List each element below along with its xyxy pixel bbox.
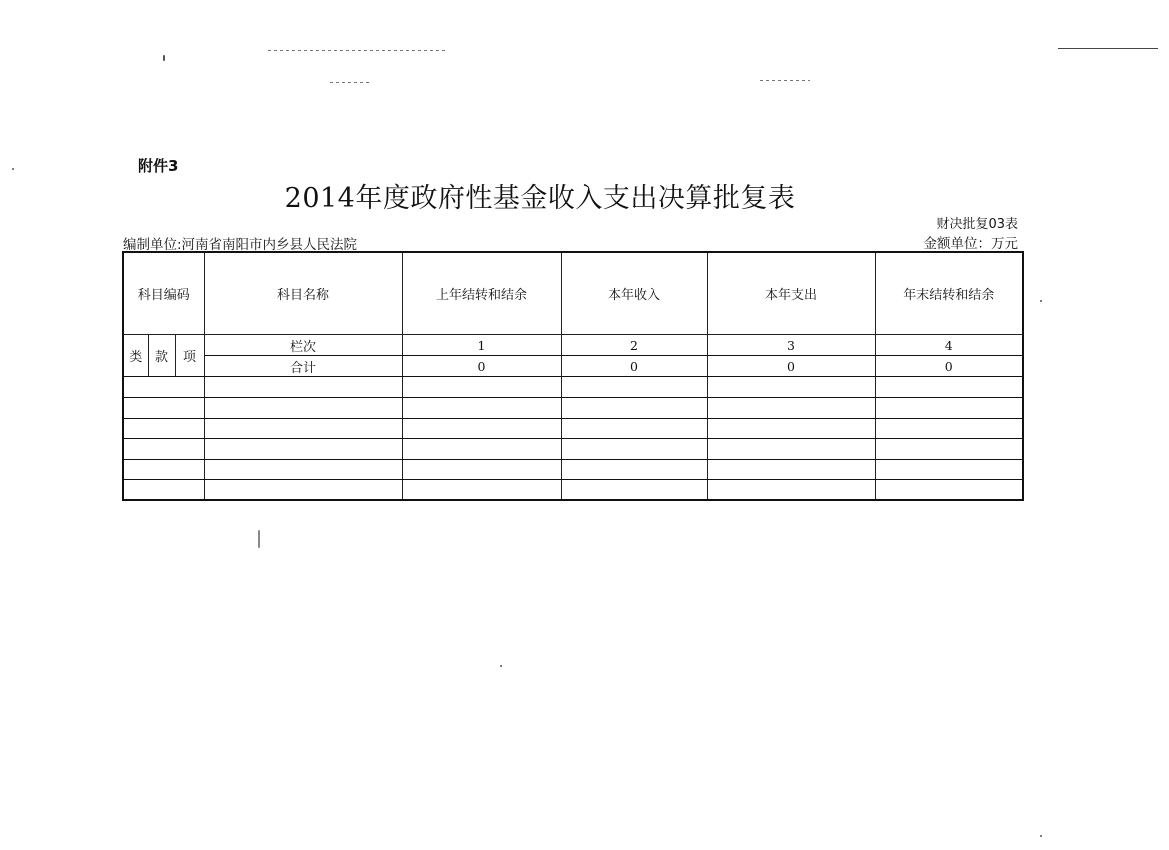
table-cell [707,377,875,398]
table-cell [561,460,707,480]
table-cell [123,439,204,460]
scan-artifact [1040,835,1042,837]
table-cell [875,439,1023,460]
amount-unit: 金额单位：万元 [923,236,1018,252]
table-cell [561,439,707,460]
table-row-empty [123,398,1023,419]
table-cell [707,480,875,501]
table-cell [123,419,204,439]
header-subject-code: 科目编码 [123,252,204,335]
table-cell [707,398,875,419]
table-cell [204,439,402,460]
page-title: 2014年度政府性基金收入支出决算批复表 [284,183,796,214]
header-col-2: 本年收入 [561,252,707,335]
table-cell [123,377,204,398]
table-cell: 3 [707,335,875,356]
table-row-empty [123,439,1023,460]
scan-artifact [500,665,502,667]
table-cell: 0 [561,356,707,377]
scan-artifact [1058,48,1158,49]
scan-artifact [12,168,14,170]
table-row-index [123,335,1023,356]
table-row-empty [123,377,1023,398]
table-cell [561,480,707,501]
scan-artifact [760,80,810,81]
scan-artifact [258,530,260,548]
code-sub-section: 款 [148,335,175,377]
table-cell [707,460,875,480]
table-cell [402,419,561,439]
scan-artifact [163,55,165,61]
table-cell: 0 [402,356,561,377]
table-cell: 4 [875,335,1023,356]
row-label: 栏次 [204,335,402,356]
table-cell [402,460,561,480]
table-cell [402,398,561,419]
scan-artifact [1040,300,1042,302]
table-cell [875,377,1023,398]
table-cell [875,480,1023,501]
table-row-empty [123,460,1023,480]
row-label: 合计 [204,356,402,377]
table-cell [204,398,402,419]
code-sub-category: 类 [123,335,148,377]
scan-artifact [330,82,370,83]
attachment-label: 附件3 [138,157,179,175]
table-cell [123,460,204,480]
table-cell [204,377,402,398]
table-cell [123,398,204,419]
header-col-4: 年末结转和结余 [875,252,1023,335]
table-cell [875,460,1023,480]
table-cell [402,377,561,398]
table-cell [402,439,561,460]
table-cell: 0 [707,356,875,377]
header-col-3: 本年支出 [707,252,875,335]
table-cell [204,419,402,439]
table-cell [204,480,402,501]
table-cell: 0 [875,356,1023,377]
table-row-total [123,356,1023,377]
table-cell [875,419,1023,439]
code-sub-item: 项 [175,335,204,377]
table-cell [204,460,402,480]
fund-settlement-table [122,251,1024,501]
table-row-empty [123,480,1023,501]
table-cell: 1 [402,335,561,356]
table-cell [402,480,561,501]
table-cell [123,480,204,501]
header-col-1: 上年结转和结余 [402,252,561,335]
table-row-empty [123,419,1023,439]
table-cell [561,419,707,439]
table-cell [875,398,1023,419]
compiling-unit: 编制单位:河南省南阳市内乡县人民法院 [123,237,358,253]
table-cell [561,377,707,398]
table-header-row [123,252,1023,335]
form-code: 财决批复03表 [936,217,1018,232]
table-cell [707,419,875,439]
scan-artifact [268,50,448,51]
table-cell [561,398,707,419]
table-cell [707,439,875,460]
table-cell: 2 [561,335,707,356]
header-subject-name: 科目名称 [204,252,402,335]
